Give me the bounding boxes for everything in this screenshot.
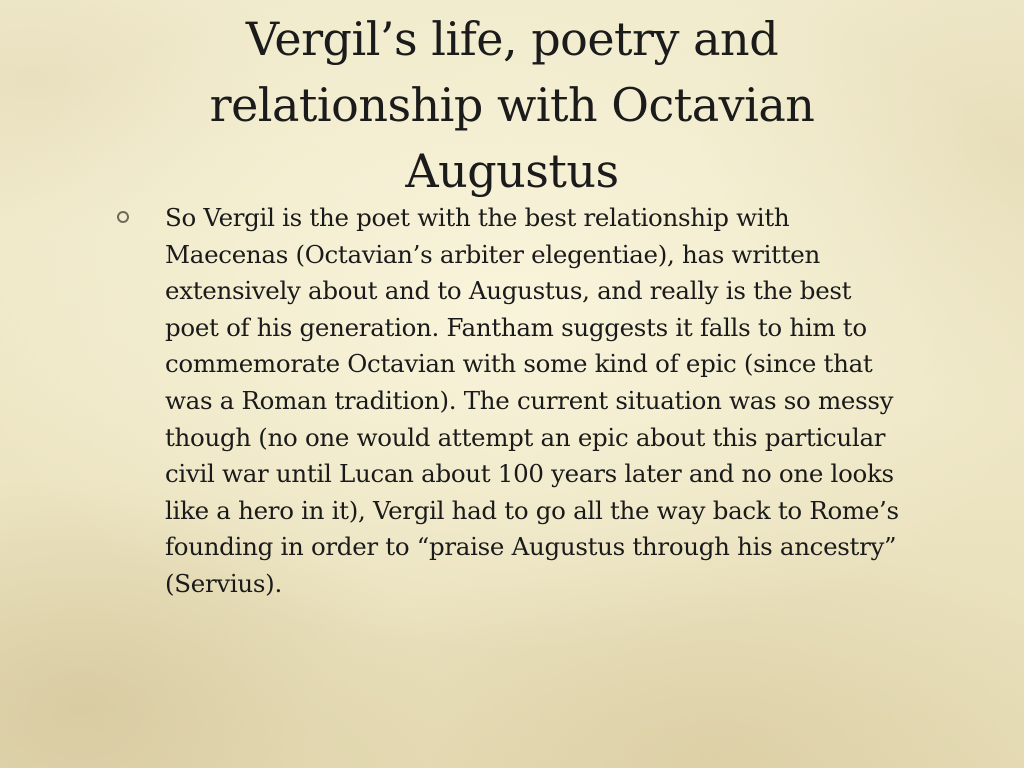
bullet-text: So Vergil is the poet with the best relationship with Maecenas (Octavian’s arbiter elegentiae), has written extensively about and to Augustus, and really is the best poet of his generation. Fantham suggests it falls to him to commemorate Octavian with some kind of epic (since that was a Roman tradition). The current situation was so messy though (no one would attempt an epic about this particular civil war until Lucan about 100 years later and no one looks like a hero in it), Vergil had to go all the way back to Rome’s founding in order to “praise Augustus through his ancestry” (Servius).	[165, 203, 899, 598]
slide-title: Vergil’s life, poetry and relationship with Octavian Augustus	[209, 12, 815, 198]
bullet-list	[112, 200, 912, 603]
hollow-circle-bullet-icon	[115, 209, 130, 224]
bullet-item	[112, 200, 912, 603]
